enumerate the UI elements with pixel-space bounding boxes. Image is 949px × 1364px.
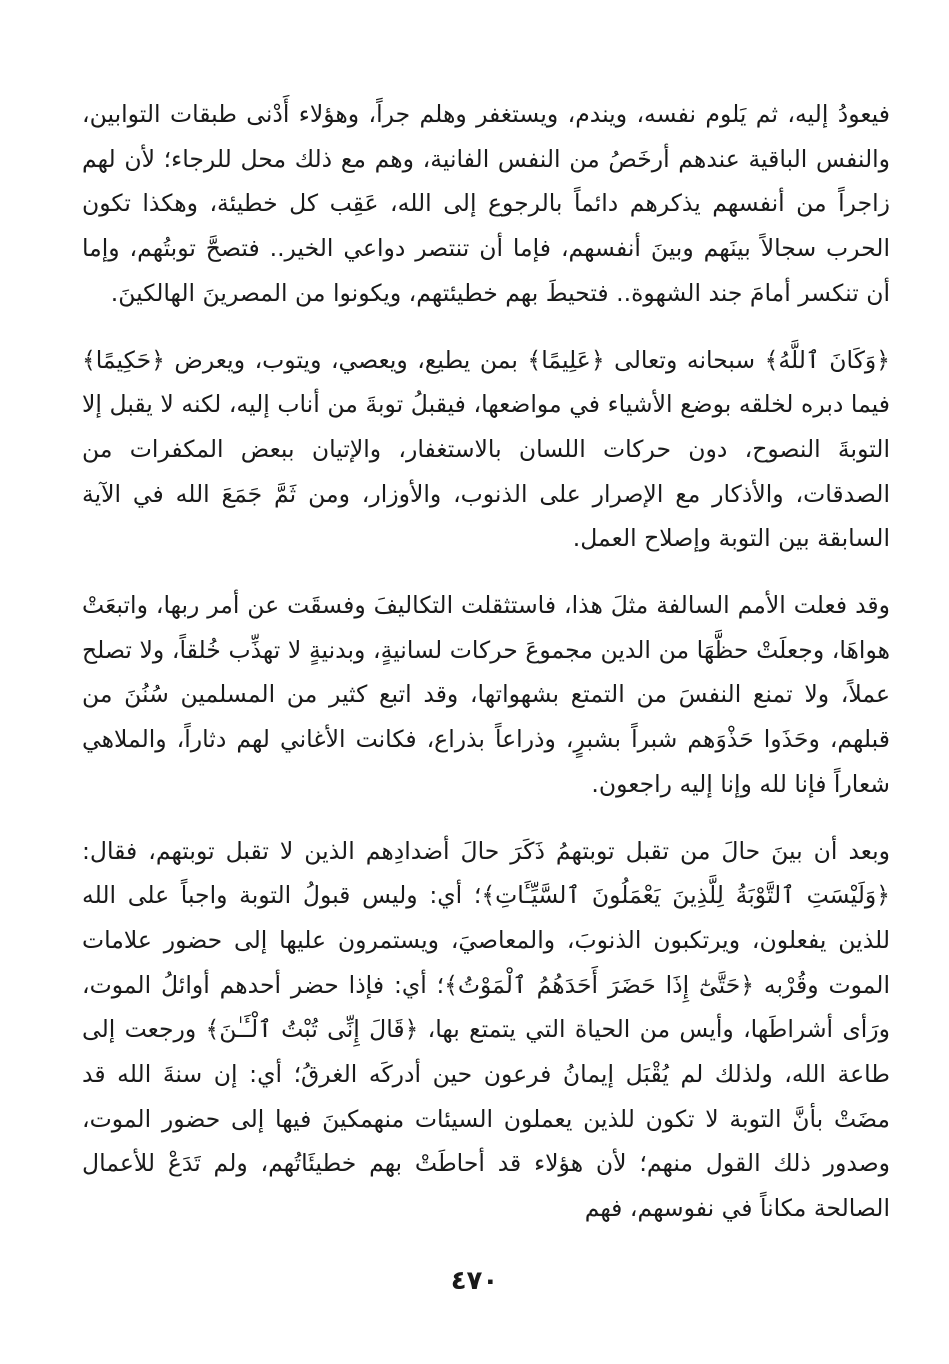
paragraph-1: فيعودُ إليه، ثم يَلوم نفسه، ويندم، ويستغفر وهلم جراً، وهؤلاء أَدْنى طبقات التوابين، والنفس الباقية عندهم أرخَصُ من النفس الفانية، وهم مع ذلك محل للرجاء؛ لأن لهم زاجراً من أنفسهم يذكرهم دائماً بالرجوع إلى الله، عَقِب كل خطيئة، وهكذا تكون الحرب سجالاً بينَهم وبينَ أنفسهم، فإما أن تنتصر دواعي الخير.. فتصحَّ توبتُهم، وإما أن تنكسر أمامَ جند الشهوة.. فتحيطَ بهم خطيئتهم، ويكونوا من المصرينَ الهالكينَ. xyxy=(82,100,890,307)
paragraph-4: وبعد أن بينَ حالَ من تقبل توبتهمُ ذَكَرَ حالَ أضدادِهم الذين لا تقبل توبتهم، فقال: ﴿وَلَيْسَتِ ٱلتَّوْبَةُ لِلَّذِينَ يَعْمَلُونَ ٱلسَّيِّـَٔاتِ﴾؛ أي: وليس قبولُ التوبة واجباً على الله للذين يفعلون، ويرتكبون الذنوبَ، والمعاصيَ، ويستمرون عليها إلى حضور علامات الموت وقُرْبه ﴿حَتَّىٰٓ إِذَا حَضَرَ أَحَدَهُمُ ٱلْمَوْتُ﴾؛ أي: فإذا حضر أحدهم أوائلُ الموت، ورَأى أشراطَها، وأيس من الحياة التي يتمتع بها، ﴿قَالَ إِنِّى تُبْتُ ٱلْـَٔـٰنَ﴾ ورجعت إلى طاعة الله، ولذلك لم يُقْبَل إيمانُ فرعون حين أدركَه الغرقُ؛ أي: إن سنةَ الله قد مضَتْ بأنَّ التوبة لا تكون للذين يعملون السيئات منهمكينَ فيها إلى حضور الموت، وصدور ذلك القول منهم؛ لأن هؤلاء قد أحاطَتْ بهم خطيئَاتُهم، ولم تَدَعْ للأعمال الصالحة مكاناً في نفوسهم، فهم xyxy=(82,836,890,1223)
page-number: ٤٧٠ xyxy=(450,1266,499,1296)
paragraph-2: ﴿وَكَانَ ٱللَّهُ﴾ سبحانه وتعالى ﴿عَلِيمًا﴾ بمن يطيع، ويعصي، ويتوب، ويعرض ﴿حَكِيمًا﴾ فيما دبره لخلقه بوضع الأشياء في مواضعها، فيقبلُ توبةَ من أناب إليه، لكنه لا يقبل إلا التوبةَ النصوح، دون حركات اللسان بالاستغفار، والإتيان ببعض المكفرات من الصدقات، والأذكار مع الإصرار على الذنوب، والأوزار، ومن ثَمَّ جَمَعَ الله في الآية السابقة بين التوبة وإصلاح العمل. xyxy=(82,345,890,553)
paragraph-3: وقد فعلت الأمم السالفة مثلَ هذا، فاستثقلت التكاليفَ وفسقَت عن أمر ربها، واتبعَتْ هواهَا، وجعلَتْ حظَّهَا من الدين مجموعَ حركات لسانيةٍ، وبدنيةٍ لا تهذِّب خُلقاً، ولا تصلح عملاً، ولا تمنع النفسَ من التمتع بشهواتها، وقد اتبع كثير من المسلمين سُنُنَ من قبلهم، وحَذَوا حَذْوَهم شبراً بشبرٍ، وذراعاً بذراع، فكانت الأغاني لهم دثاراً، والملاهي شعاراً فإنا لله وإنا إليه راجعون. xyxy=(82,591,890,798)
page-body xyxy=(82,92,890,1231)
